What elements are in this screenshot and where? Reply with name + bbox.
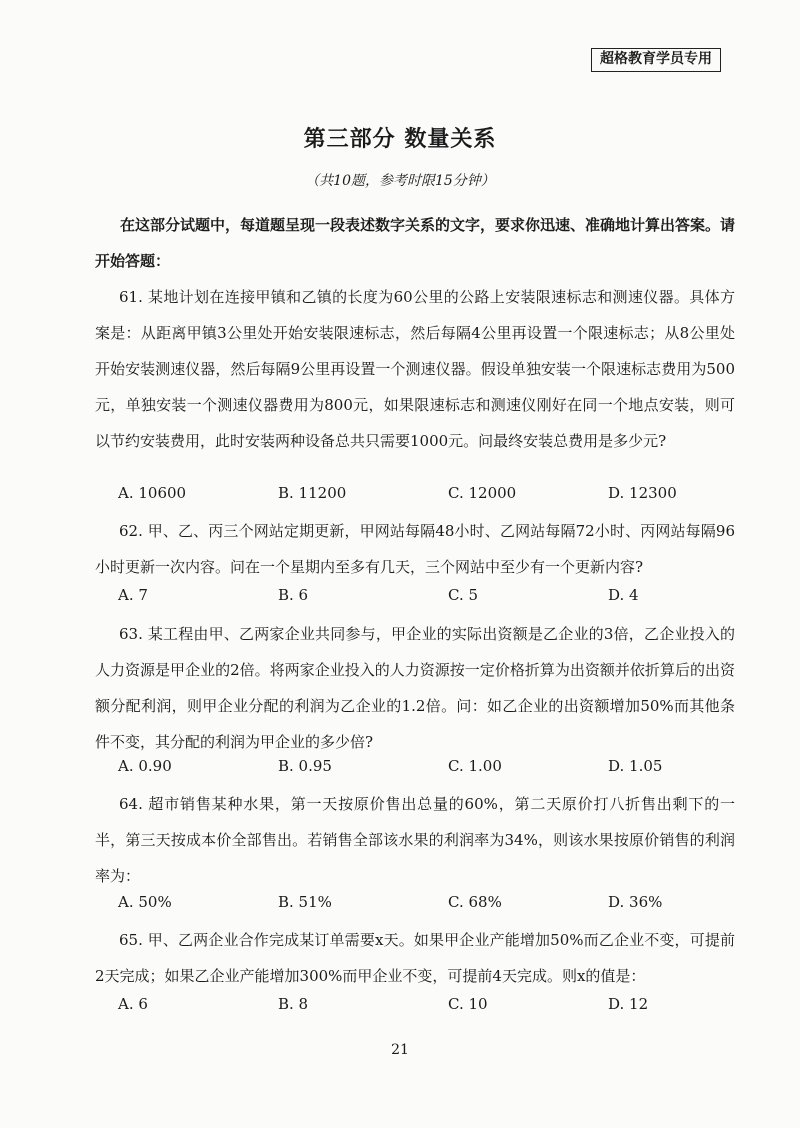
- option-c: C. 68%: [448, 893, 502, 911]
- question-64-options: [118, 893, 738, 917]
- question-64-text: 64. 超市销售某种水果，第一天按原价售出总量的60%，第二天原价打八折售出剩下的一半，第三天按成本价全部售出。若销售全部该水果的利润率为34%，则该水果按原价销售的利润率为：: [95, 795, 735, 885]
- question-65-text: 65. 甲、乙两企业合作完成某订单需要x天。如果甲企业产能增加50%而乙企业不变，可提前2天完成；如果乙企业产能增加300%而甲企业不变，可提前4天完成。则x的值是：: [95, 931, 735, 985]
- option-c: C. 5: [448, 586, 479, 604]
- page-number: 21: [391, 1042, 409, 1058]
- student-only-stamp: 超格教育学员专用: [591, 48, 721, 72]
- option-b: B. 51%: [278, 893, 332, 911]
- option-a: A. 0.90: [118, 757, 172, 775]
- option-c: C. 12000: [448, 484, 517, 502]
- option-d: D. 4: [608, 586, 639, 604]
- question-63-options: [118, 757, 738, 781]
- question-62-options: [118, 586, 738, 610]
- option-d: D. 1.05: [608, 757, 663, 775]
- question-62-text: 62. 甲、乙、丙三个网站定期更新，甲网站每隔48小时、乙网站每隔72小时、丙网站每隔96小时更新一次内容。问在一个星期内至多有几天，三个网站中至少有一个更新内容?: [95, 522, 735, 576]
- question-61-text: 61. 某地计划在连接甲镇和乙镇的长度为60公里的公路上安装限速标志和测速仪器。具体方案是：从距离甲镇3公里处开始安装限速标志，然后每隔4公里再设置一个限速标志；从8公里处开始安装测速仪器，然后每隔9公里再设置一个测速仪器。假设单独安装一个限速标志费用为500元，单独安装一个测速仪器费用为800元，如果限速标志和测速仪刚好在同一个地点安装，则可以节约安装费用，此时安装两种设备总共只需要1000元。问最终安装总费用是多少元?: [95, 288, 735, 450]
- question-61-options: [118, 484, 738, 508]
- option-c: C. 1.00: [448, 757, 502, 775]
- instructions: 在这部分试题中，每道题呈现一段表述数字关系的文字，要求你迅速、准确地计算出答案。请开始答题：: [95, 216, 736, 270]
- option-a: A. 50%: [118, 893, 172, 911]
- section-subtitle: （共10题，参考时限15分钟）: [305, 173, 495, 189]
- option-d: D. 12: [608, 995, 649, 1013]
- option-a: A. 7: [118, 586, 148, 604]
- option-b: B. 11200: [278, 484, 347, 502]
- question-63-text: 63. 某工程由甲、乙两家企业共同参与，甲企业的实际出资额是乙企业的3倍，乙企业投入的人力资源是甲企业的2倍。将两家企业投入的人力资源按一定价格折算为出资额并依折算后的出资额分配利润，则甲企业分配的利润为乙企业的1.2倍。问：如乙企业的出资额增加50%而其他条件不变，其分配的利润为甲企业的多少倍?: [95, 625, 735, 751]
- option-c: C. 10: [448, 995, 488, 1013]
- option-d: D. 36%: [608, 893, 663, 911]
- question-65-options: [118, 995, 738, 1019]
- option-b: B. 0.95: [278, 757, 332, 775]
- section-title: 第三部分 数量关系: [303, 127, 497, 152]
- option-a: A. 6: [118, 995, 148, 1013]
- option-b: B. 8: [278, 995, 309, 1013]
- option-b: B. 6: [278, 586, 309, 604]
- option-a: A. 10600: [118, 484, 187, 502]
- option-d: D. 12300: [608, 484, 677, 502]
